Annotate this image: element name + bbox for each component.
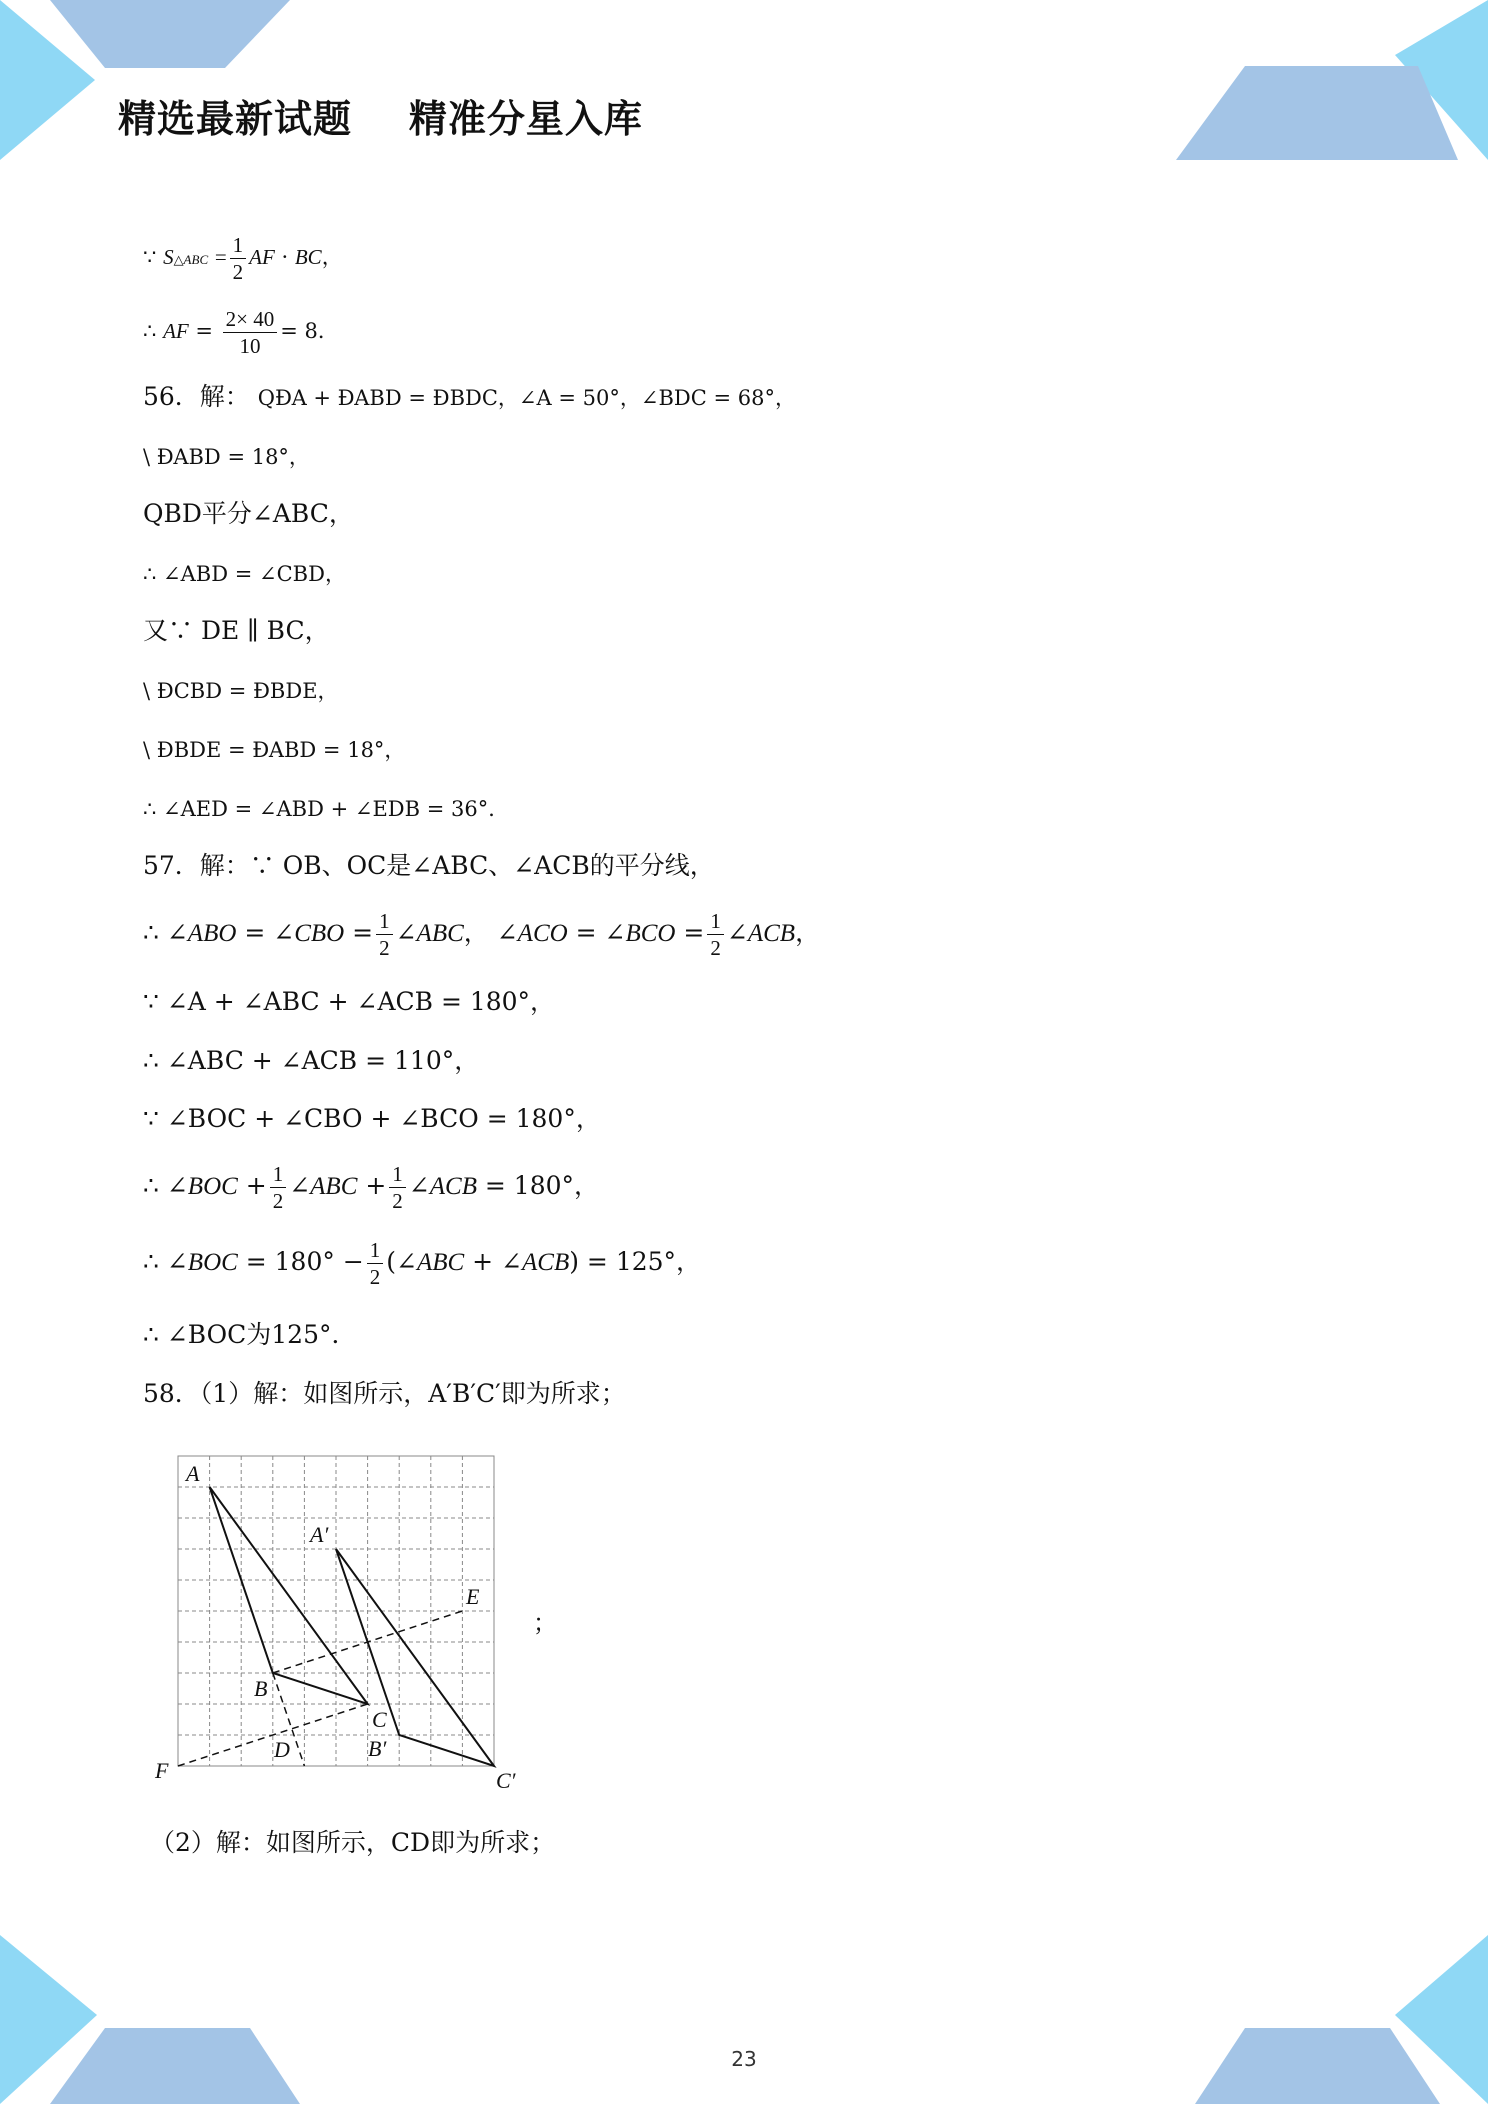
- page-number: 23: [731, 2047, 757, 2071]
- triangle-abc: [210, 1487, 368, 1704]
- triangle-a1b1c1: [336, 1549, 494, 1766]
- deco-right-trapezoid: [1176, 66, 1458, 160]
- figure-semicolon: ；: [533, 1609, 557, 1637]
- grid-figure: [150, 1448, 530, 1798]
- solution-line: 57．解：∵ OB、OC是∠ABC、∠ACB的平分线，: [143, 851, 715, 880]
- solution-line: ∴ ∠ABO = ∠CBO = $\frac{1}{2}$ ∠ABC， ∠ACO = ∠BCO = $\frac{1}{2}$ ∠ACB，: [143, 909, 821, 960]
- label-d: D: [274, 1737, 290, 1762]
- label-f: F: [155, 1758, 169, 1783]
- solution-line: \ ÐABD = 18°，: [143, 445, 310, 469]
- solution-line: ∵ S△ABC = $\frac{1}{2}$ AF · BC，: [143, 233, 343, 284]
- solution-line: 又∵ DE ∥ BC，: [143, 616, 330, 645]
- deco-right-triangle: [1395, 0, 1488, 160]
- solution-line: ∴ AF = $\frac{2\times 40}{10}$ = 8．: [143, 307, 339, 358]
- header-title: 精选最新试题 精准分星入库: [118, 97, 643, 141]
- solution-math: QÐA + ÐABD = ÐBDC，∠A = 50°，∠BDC = 68°，: [257, 386, 796, 410]
- label-c: C: [372, 1707, 387, 1732]
- label-b1: B′: [368, 1736, 387, 1761]
- deco-left-triangle: [0, 0, 95, 160]
- solution-line: ∴ ∠BOC = 180° − $\frac{1}{2}$ (∠ABC + ∠ACB) = 125°，: [143, 1238, 702, 1289]
- deco-bottom-left-triangle: [0, 1935, 97, 2104]
- solution-line: [143, 380, 796, 415]
- solution-line: ∴ ∠AED = ∠ABD + ∠EDB = 36°．: [143, 797, 510, 821]
- solution-line: \ ÐBDE = ÐABD = 18°，: [143, 738, 406, 762]
- solution-line: （2）解：如图所示，CD即为所求；: [150, 1828, 556, 1857]
- deco-bottom-right-triangle: [1395, 1935, 1488, 2104]
- deco-top-trapezoid: [50, 0, 290, 68]
- label-a: A: [186, 1461, 200, 1486]
- solution-line: ∴ ∠ABC + ∠ACB = 110°，: [143, 1046, 480, 1075]
- solution-line: ∵ ∠A + ∠ABC + ∠ACB = 180°，: [143, 987, 556, 1016]
- solution-line: ∴ ∠ABD = ∠CBD，: [143, 562, 346, 586]
- grid: [178, 1456, 494, 1766]
- solution-line: \ ÐCBD = ÐBDE，: [143, 679, 339, 703]
- solution-line: ∴ ∠BOC为125°．: [143, 1320, 357, 1349]
- label-a1: A′: [310, 1522, 329, 1547]
- label-b: B: [254, 1676, 268, 1701]
- label-c1: C′: [496, 1768, 516, 1793]
- solution-line: ∴ ∠BOC + $\frac{1}{2}$ ∠ABC + $\frac{1}{2}$ ∠ACB = 180°，: [143, 1162, 600, 1213]
- solution-line: QBD平分∠ABC，: [143, 499, 354, 528]
- solution-line: 58．（1）解：如图所示，A′B′C′即为所求；: [143, 1379, 626, 1408]
- solution-line: ∵ ∠BOC + ∠CBO + ∠BCO = 180°，: [143, 1104, 601, 1133]
- label-e: E: [466, 1584, 480, 1609]
- problem-number-56: 56．解：: [143, 382, 250, 411]
